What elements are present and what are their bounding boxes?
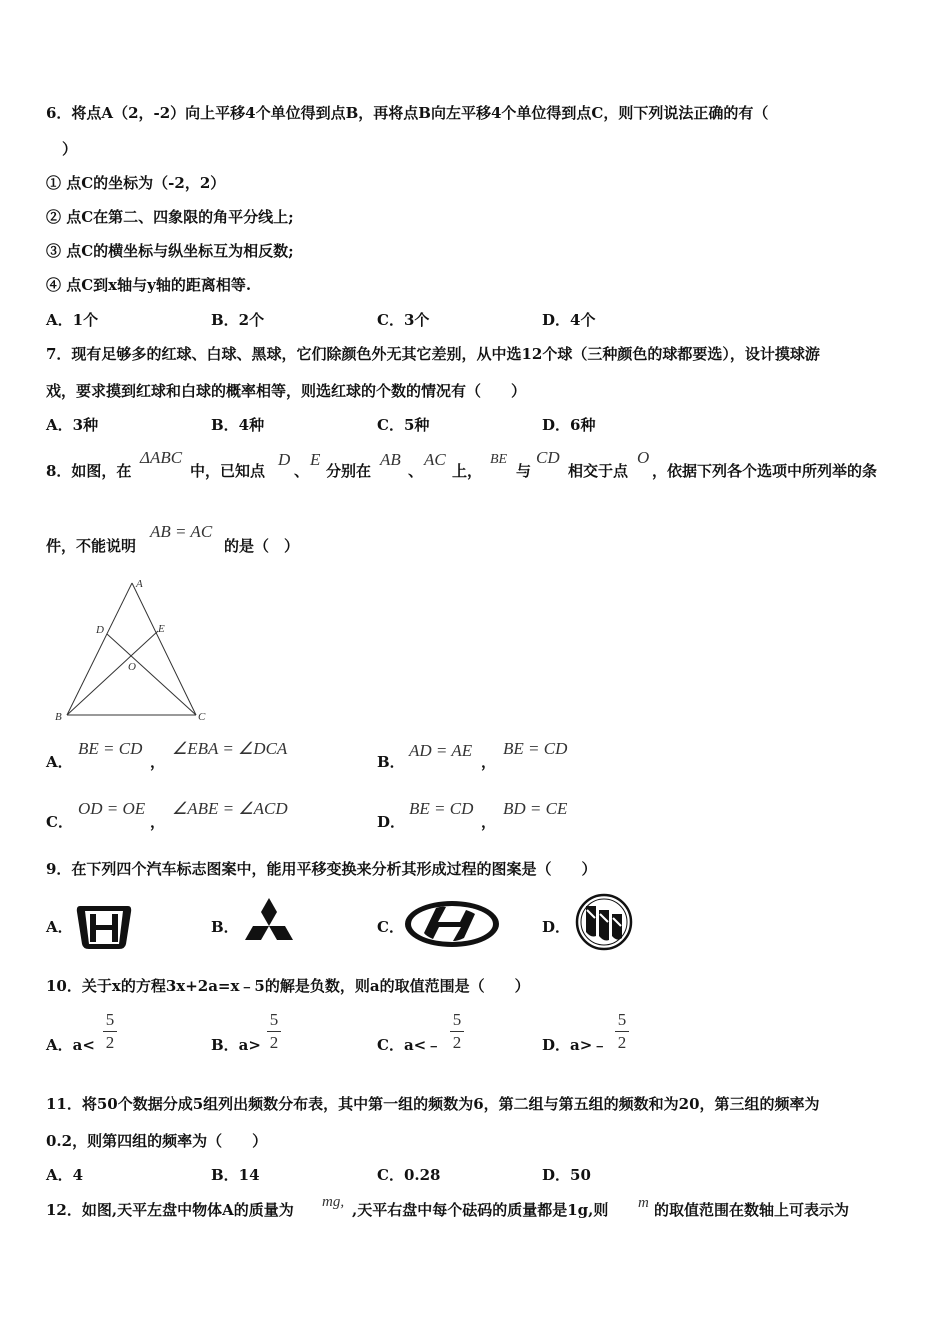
q11-option-c: C．0.28 xyxy=(377,1166,441,1184)
q8-fig-label-e: E xyxy=(158,623,165,635)
q8-segment-ac: AC xyxy=(424,450,446,469)
q8-option-b-2: BE = CD xyxy=(503,739,568,758)
q10-stem: 10．关于x的方程3x+2a=x﹣5的解是负数，则a的取值范围是（ ） xyxy=(46,977,530,995)
q8-text-3: 分别在 xyxy=(326,462,372,480)
q12-text-3: 的取值范围在数轴上可表示为 xyxy=(654,1201,850,1219)
q8-option-b-1: AD = AE xyxy=(409,741,473,760)
q6-option-a: A．1个 xyxy=(46,311,99,329)
q8-text-5: 与 xyxy=(516,462,532,480)
q8-line-2a: 件，不能说明 xyxy=(46,537,137,555)
q8-triangle: ΔABC xyxy=(140,448,183,467)
hyundai-logo-icon xyxy=(402,898,502,950)
q8-sep-2: 、 xyxy=(408,462,424,480)
mitsubishi-logo-icon xyxy=(238,896,300,952)
q9-option-c-label: C． xyxy=(377,918,404,936)
q10-option-b-fraction xyxy=(267,1011,281,1052)
q8-segment-cd: CD xyxy=(536,448,560,467)
q8-text-4: 上， xyxy=(452,462,483,480)
q6-stem: 6．将点A（2，-2）向上平移4个单位得到点B，再将点B向左平移4个单位得到点C，则下列说法正确的有（ xyxy=(46,104,769,122)
q10-option-a-fraction xyxy=(103,1011,117,1052)
fraction-numerator: 5 xyxy=(269,1010,279,1029)
q8-fig-label-d: D xyxy=(96,624,104,636)
q7-option-a: A．3种 xyxy=(46,416,99,434)
q8-triangle-figure xyxy=(50,575,220,725)
q8-text-6: 相交于点 xyxy=(568,462,629,480)
q8-sep-1: 、 xyxy=(294,462,310,480)
q8-text-2: 中，已知点 xyxy=(190,462,266,480)
q10-option-d: D．a>﹣ xyxy=(542,1036,608,1054)
q12-text-1: 12．如图,天平左盘中物体A的质量为 xyxy=(46,1201,294,1219)
q7-option-b: B．4种 xyxy=(211,416,265,434)
q8-option-b-sep: ， xyxy=(481,753,497,771)
q8-option-a-1: BE = CD xyxy=(78,739,143,758)
q8-fig-label-b: B xyxy=(55,711,62,723)
q8-segment-be-line xyxy=(67,631,158,715)
q12-text-2: ,天平右盘中每个砝码的质量都是1g,则 xyxy=(352,1201,609,1219)
q10-option-a: A．a< xyxy=(46,1036,95,1054)
q6-statement-4: ④ 点C到x轴与y轴的距离相等. xyxy=(46,276,252,294)
q11-line-1: 11．将50个数据分成5组列出频数分布表，其中第一组的频数为6，第二组与第五组的频数和为20，第三组的频率为 xyxy=(46,1095,820,1113)
q8-text-1: 8．如图，在 xyxy=(46,462,132,480)
q6-statement-3: ③ 点C的横坐标与纵坐标互为相反数; xyxy=(46,242,294,260)
fraction-numerator: 5 xyxy=(105,1010,115,1029)
q8-option-a-2: ∠EBA = ∠DCA xyxy=(172,739,288,758)
q8-option-c-sep: ， xyxy=(150,813,166,831)
honda-logo-icon xyxy=(74,902,134,952)
q11-option-b: B．14 xyxy=(211,1166,260,1184)
q11-option-a: A．4 xyxy=(46,1166,84,1184)
q8-option-c-2: ∠ABE = ∠ACD xyxy=(172,799,288,818)
q8-option-a-label: A． xyxy=(46,753,73,771)
fraction-denominator: 2 xyxy=(105,1033,115,1052)
q6-statement-2: ② 点C在第二、四象限的角平分线上; xyxy=(46,208,294,226)
fraction-denominator: 2 xyxy=(617,1033,627,1052)
q12-variable-m: m xyxy=(638,1195,649,1211)
fraction-numerator: 5 xyxy=(617,1010,627,1029)
q8-option-d-sep: ， xyxy=(481,813,497,831)
q8-option-d-2: BD = CE xyxy=(503,799,568,818)
q7-option-d: D．6种 xyxy=(542,416,596,434)
q6-statement-1: ① 点C的坐标为（-2，2） xyxy=(46,174,226,192)
q8-side-ab xyxy=(67,583,132,715)
q6-option-c: C．3个 xyxy=(377,311,430,329)
q8-line-2b: 的是（ ） xyxy=(224,537,300,555)
q8-option-b-label: B． xyxy=(377,753,405,771)
q8-point-o: O xyxy=(637,448,650,467)
q8-point-e: E xyxy=(310,450,321,469)
q8-segment-ab: AB xyxy=(380,450,401,469)
fraction-denominator: 2 xyxy=(452,1033,462,1052)
q8-text-7: ，依据下列各个选项中所列举的条 xyxy=(652,462,878,480)
q8-option-d-label: D． xyxy=(377,813,406,831)
q9-option-a-label: A． xyxy=(46,918,73,936)
fraction-denominator: 2 xyxy=(269,1033,279,1052)
q10-option-d-fraction xyxy=(615,1011,629,1052)
q9-option-d-label: D． xyxy=(542,918,571,936)
q11-line-2: 0.2，则第四组的频率为（ ） xyxy=(46,1132,268,1150)
q8-option-d-1: BE = CD xyxy=(409,799,474,818)
q8-option-c-1: OD = OE xyxy=(78,799,146,818)
q7-line-1: 7．现有足够多的红球、白球、黑球，它们除颜色外无其它差别，从中选12个球（三种颜色的球都要选），设计摸球游 xyxy=(46,345,820,363)
q8-fig-label-a: A xyxy=(136,578,143,590)
fraction-numerator: 5 xyxy=(452,1010,462,1029)
q8-option-a-sep: ， xyxy=(150,753,166,771)
q10-option-b: B．a> xyxy=(211,1036,261,1054)
buick-logo-icon xyxy=(574,892,634,952)
q7-line-2: 戏，要求摸到红球和白球的概率相等，则选红球的个数的情况有（ ） xyxy=(46,382,527,400)
q8-segment-be: BE xyxy=(490,452,508,467)
q8-fig-label-c: C xyxy=(198,711,206,723)
q11-option-d: D．50 xyxy=(542,1166,591,1184)
q7-option-c: C．5种 xyxy=(377,416,430,434)
q8-option-c-label: C． xyxy=(46,813,73,831)
q10-option-c-fraction xyxy=(450,1011,464,1052)
q12-mass-mg: mg, xyxy=(322,1194,345,1210)
q9-option-b-label: B． xyxy=(211,918,239,936)
q9-stem: 9．在下列四个汽车标志图案中，能用平移变换来分析其形成过程的图案是（ ） xyxy=(46,860,597,878)
q6-option-b: B．2个 xyxy=(211,311,265,329)
q10-option-c: C．a<﹣ xyxy=(377,1036,442,1054)
q8-side-ac xyxy=(132,583,196,715)
q8-segment-cd-line xyxy=(107,634,196,715)
q8-condition: AB = AC xyxy=(150,522,213,541)
q6-option-d: D．4个 xyxy=(542,311,596,329)
q6-stem-end: ） xyxy=(62,140,78,158)
q8-point-d: D xyxy=(278,450,291,469)
q8-fig-label-o: O xyxy=(128,661,136,673)
